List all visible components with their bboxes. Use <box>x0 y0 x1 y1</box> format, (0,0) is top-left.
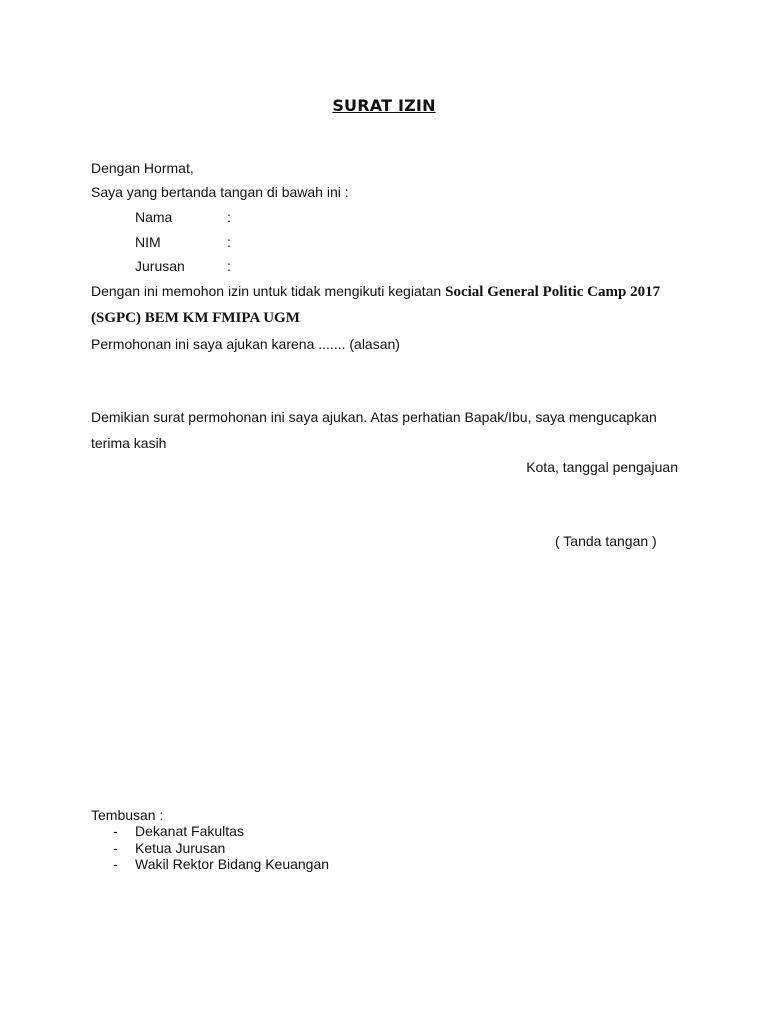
cc-item: Ketua Jurusan <box>135 840 226 856</box>
cc-bullet: - <box>113 823 118 839</box>
reason-text: Permohonan ini saya ajukan karena ....... (alasan) <box>91 336 400 352</box>
cc-item: Dekanat Fakultas <box>135 823 244 839</box>
request-prefix: Dengan ini memohon izin untuk tidak mengikuti kegiatan <box>91 283 446 299</box>
salutation: Dengan Hormat, <box>91 160 194 176</box>
cc-item: Wakil Rektor Bidang Keuangan <box>135 856 330 872</box>
closing-text-line2: terima kasih <box>91 435 167 451</box>
signature-placeholder: ( Tanda tangan ) <box>555 533 657 549</box>
cc-bullet: - <box>113 856 118 872</box>
closing-text-line1: Demikian surat permohonan ini saya ajukan. Atas perhatian Bapak/Ibu, saya mengucapkan <box>91 409 657 425</box>
field-colon-nama: : <box>227 209 231 225</box>
cc-bullet: - <box>113 840 118 856</box>
field-label-nama: Nama <box>135 209 173 225</box>
cc-label: Tembusan : <box>91 807 164 823</box>
field-colon-jurusan: : <box>227 258 231 274</box>
field-colon-nim: : <box>227 234 231 250</box>
intro-text: Saya yang bertanda tangan di bawah ini : <box>91 184 349 200</box>
field-label-jurusan: Jurusan <box>135 258 185 274</box>
event-name-line2: (SGPC) BEM KM FMIPA UGM <box>91 310 300 326</box>
request-sentence <box>91 283 660 300</box>
place-date: Kota, tanggal pengajuan <box>526 459 678 475</box>
field-label-nim: NIM <box>135 234 161 250</box>
event-name-line1: Social General Politic Camp 2017 <box>445 284 661 300</box>
letter-title: SURAT IZIN <box>332 96 436 115</box>
